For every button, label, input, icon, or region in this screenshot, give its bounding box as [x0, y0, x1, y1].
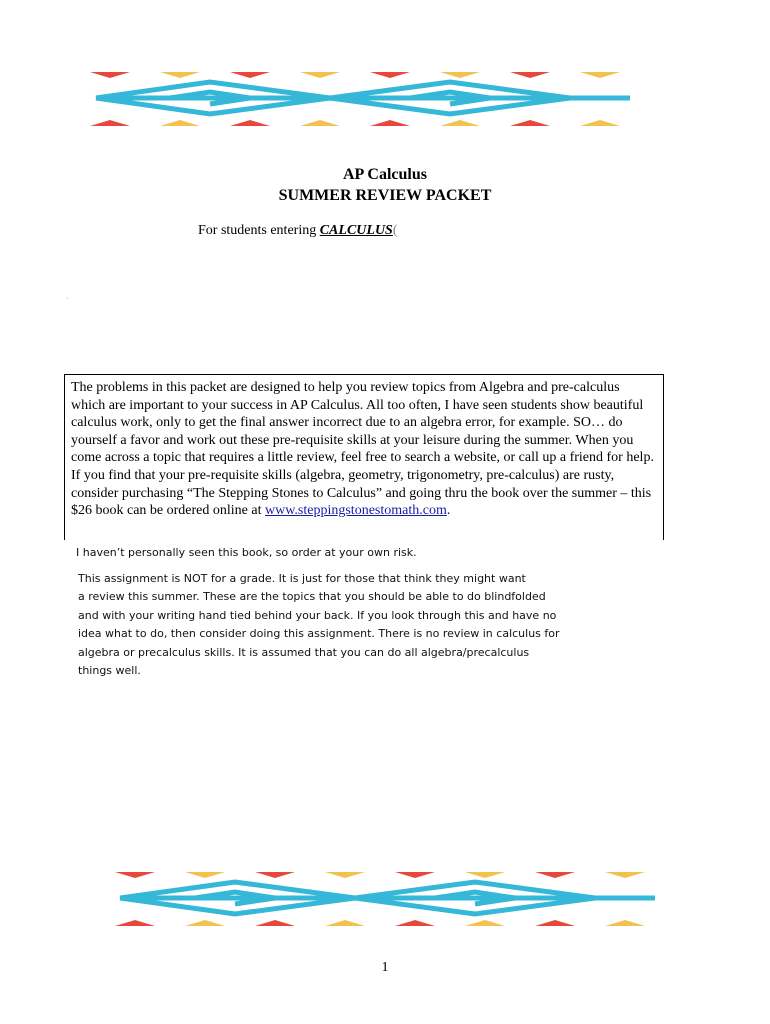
decorative-border-bottom: [0, 868, 770, 930]
handwritten-note-book: I haven’t personally seen this book, so order at your own risk.: [76, 546, 417, 559]
top-border-cyan-scrolls: [96, 82, 630, 114]
entering-course: CALCULUS: [319, 223, 393, 238]
bottom-border-pattern: [0, 868, 770, 930]
handwritten-note-grade: This assignment is NOT for a grade. It is just for those that think they might want a review this summer. These are the topics that you should be able to do blindfolded and with your writing hand tied behind your back. If you look through this and have no idea what to do, then consider doing this assignment. There is no review in calculus for algebra or precalculus skills. It is assumed that you can do all algebra/precalculus things well.: [78, 572, 560, 678]
bottom-border-cyan-scrolls: [120, 882, 655, 914]
stepping-stones-link[interactable]: www.steppingstonestomath.com: [265, 503, 447, 519]
page-number: 1: [381, 960, 389, 975]
entering-course-line: [198, 222, 398, 240]
page-title: AP Calculus: [342, 166, 427, 183]
top-border-red-triangles: [90, 72, 620, 78]
top-border-bottom-triangles: [90, 120, 620, 126]
entering-prefix: For students entering: [198, 223, 320, 238]
intro-box: [64, 374, 664, 540]
top-border-pattern: [0, 68, 770, 130]
intro-paragraph-text: The problems in this packet are designed to help you review topics from Algebra and pre-calculus which are important to your success in AP Calculus. All too often, I have seen students show beautiful calculus work, only to get the final answer incorrect due to an algebra error, for example. SO… do yourself a favor and work out these pre-requisite skills at your leisure during the summer. When you come across a topic that requires a little review, feel free to search a website, or call up a friend for help. If you find that your pre-requisite skills (algebra, geometry, trigonometry, pre-calculus) are rusty, consider purchasing “The Stepping Stones to Calculus” and going thru the book over the summer – this $26 book can be ordered online at: [71, 380, 654, 519]
decorative-border-top: [0, 68, 770, 130]
bottom-border-top-triangles: [115, 872, 645, 878]
page-subtitle: SUMMER REVIEW PACKET: [278, 187, 492, 204]
stray-mark: ·: [66, 294, 69, 303]
intro-paragraph: [71, 379, 657, 520]
bottom-border-bottom-triangles: [115, 920, 645, 926]
entering-tail: (: [392, 223, 398, 238]
intro-paragraph-end: .: [446, 503, 451, 519]
